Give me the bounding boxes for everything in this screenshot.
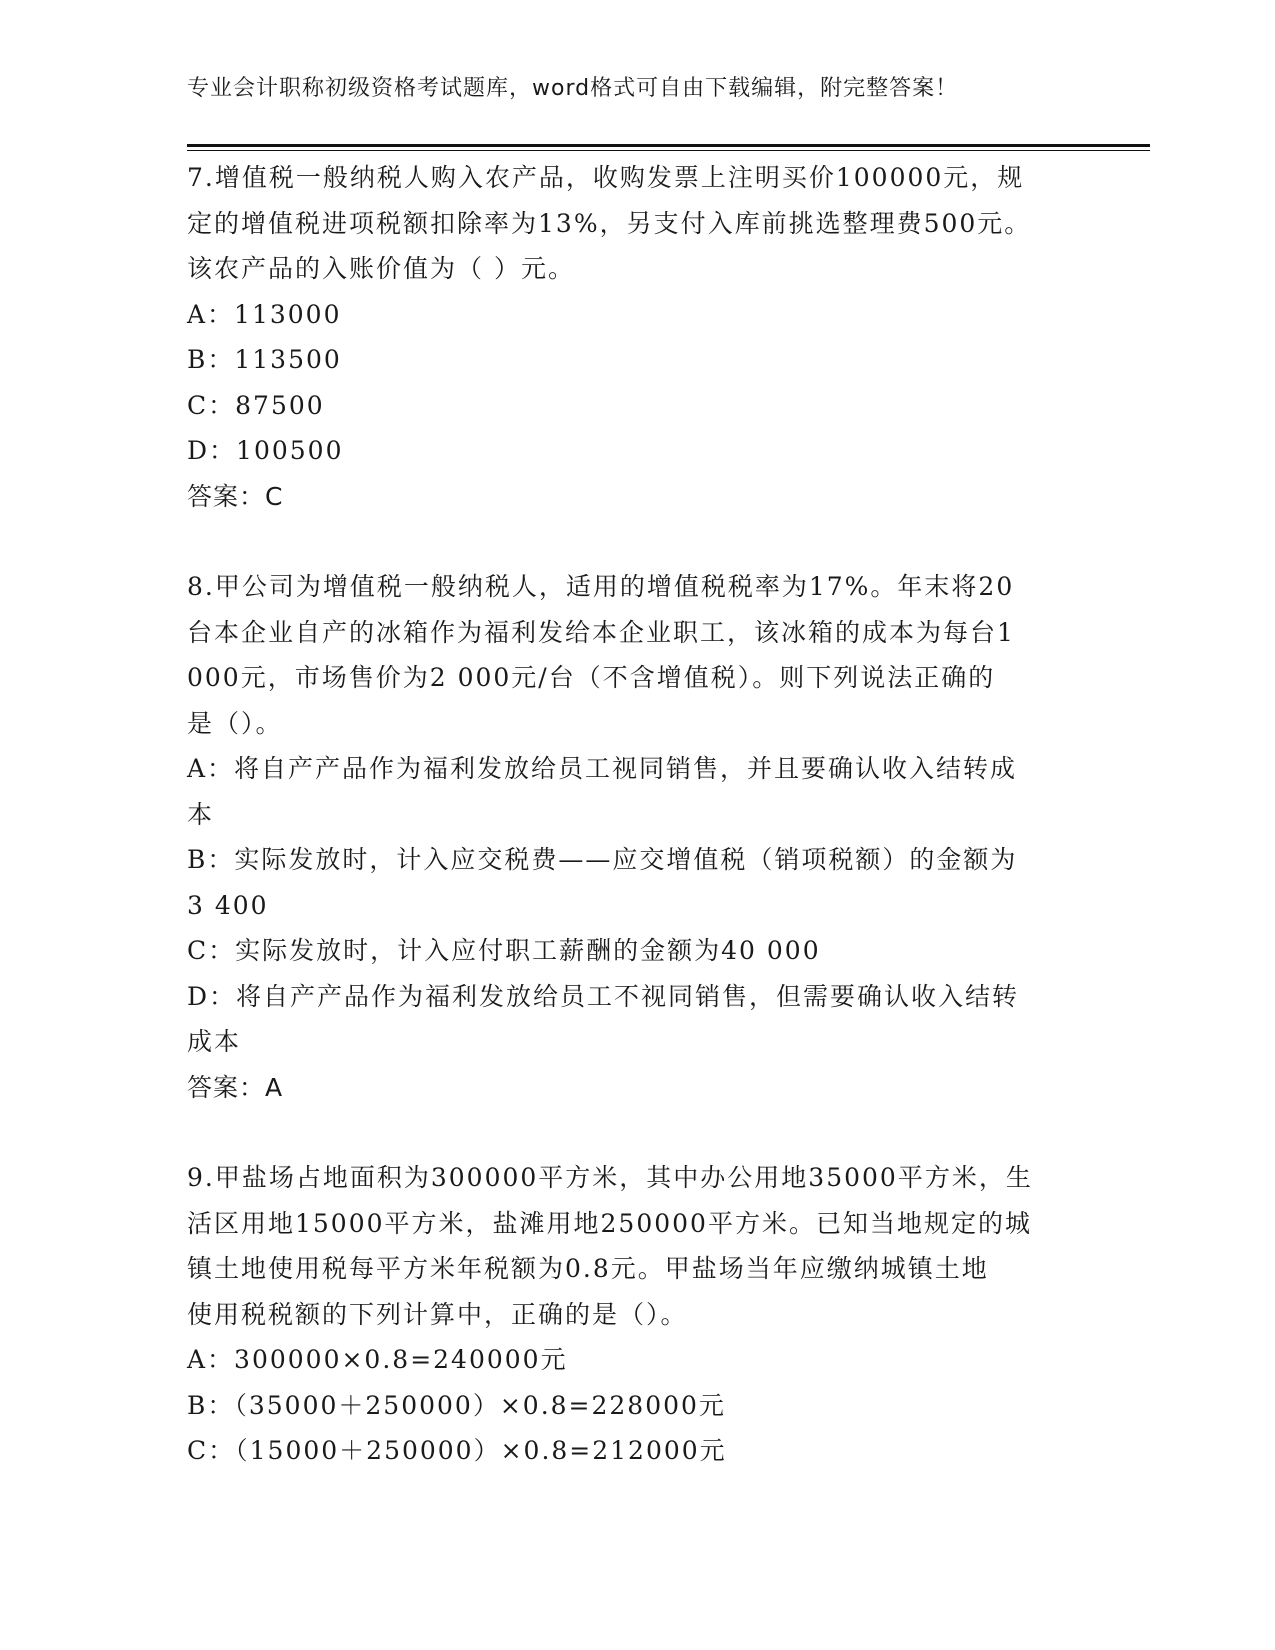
question-spacer (187, 519, 1087, 564)
question-text-line: 定的增值税进项税额扣除率为13%，另支付入库前挑选整理费500元。 (187, 208, 1032, 238)
option-c: C：（15000＋250000）×0.8=212000元 (187, 1436, 727, 1465)
question-8 (187, 564, 1087, 1110)
answer-line: 答案：A (187, 1072, 284, 1102)
option-c: C：87500 (187, 390, 325, 420)
header-rule-thick (187, 144, 1150, 147)
question-text-line: 7.增值税一般纳税人购入农产品，收购发票上注明买价100000元，规 (187, 163, 1025, 192)
option-b: B：113500 (187, 345, 342, 374)
option-b: B：实际发放时，计入应交税费——应交增值税（销项税额）的金额为 (187, 845, 1018, 874)
option-d: D：100500 (187, 436, 344, 465)
question-spacer (187, 1110, 1087, 1155)
question-text-line: 000元，市场售价为2 000元/台（不含增值税）。则下列说法正确的 (187, 663, 996, 692)
question-text-line: 台本企业自产的冰箱作为福利发给本企业职工，该冰箱的成本为每台1 (187, 617, 1015, 647)
option-d-continued: 成本 (187, 1027, 242, 1056)
question-9 (187, 1155, 1087, 1474)
page-header: 专业会计职称初级资格考试题库，word格式可自由下载编辑，附完整答案！ (187, 76, 959, 101)
option-a: A：300000×0.8=240000元 (187, 1345, 568, 1374)
answer-line: 答案：C (187, 481, 284, 511)
question-text-line: 8.甲公司为增值税一般纳税人，适用的增值税税率为17%。年末将20 (187, 572, 1015, 601)
question-text-line: 该农产品的入账价值为（ ）元。 (187, 254, 575, 283)
question-text-line: 使用税税额的下列计算中，正确的是（）。 (187, 1299, 688, 1329)
header-rule-thin (187, 150, 1150, 151)
option-b: B：（35000＋250000）×0.8=228000元 (187, 1390, 726, 1420)
option-a: A：113000 (187, 299, 342, 329)
question-text-line: 9.甲盐场占地面积为300000平方米，其中办公用地35000平方米，生 (187, 1163, 1033, 1192)
question-7 (187, 155, 1087, 519)
option-d: D：将自产产品作为福利发放给员工不视同销售，但需要确认收入结转 (187, 981, 1020, 1011)
option-a-continued: 本 (187, 799, 215, 829)
option-a: A：将自产产品作为福利发放给员工视同销售，并且要确认收入结转成 (187, 754, 1018, 783)
question-text-line: 是（）。 (187, 708, 283, 738)
question-text-line: 镇土地使用税每平方米年税额为0.8元。甲盐场当年应缴纳城镇土地 (187, 1254, 989, 1283)
option-b-continued: 3 400 (187, 890, 269, 920)
question-list (187, 155, 1087, 1474)
question-text-line: 活区用地15000平方米，盐滩用地250000平方米。已知当地规定的城 (187, 1208, 1032, 1238)
option-c: C：实际发放时，计入应付职工薪酬的金额为40 000 (187, 936, 821, 965)
